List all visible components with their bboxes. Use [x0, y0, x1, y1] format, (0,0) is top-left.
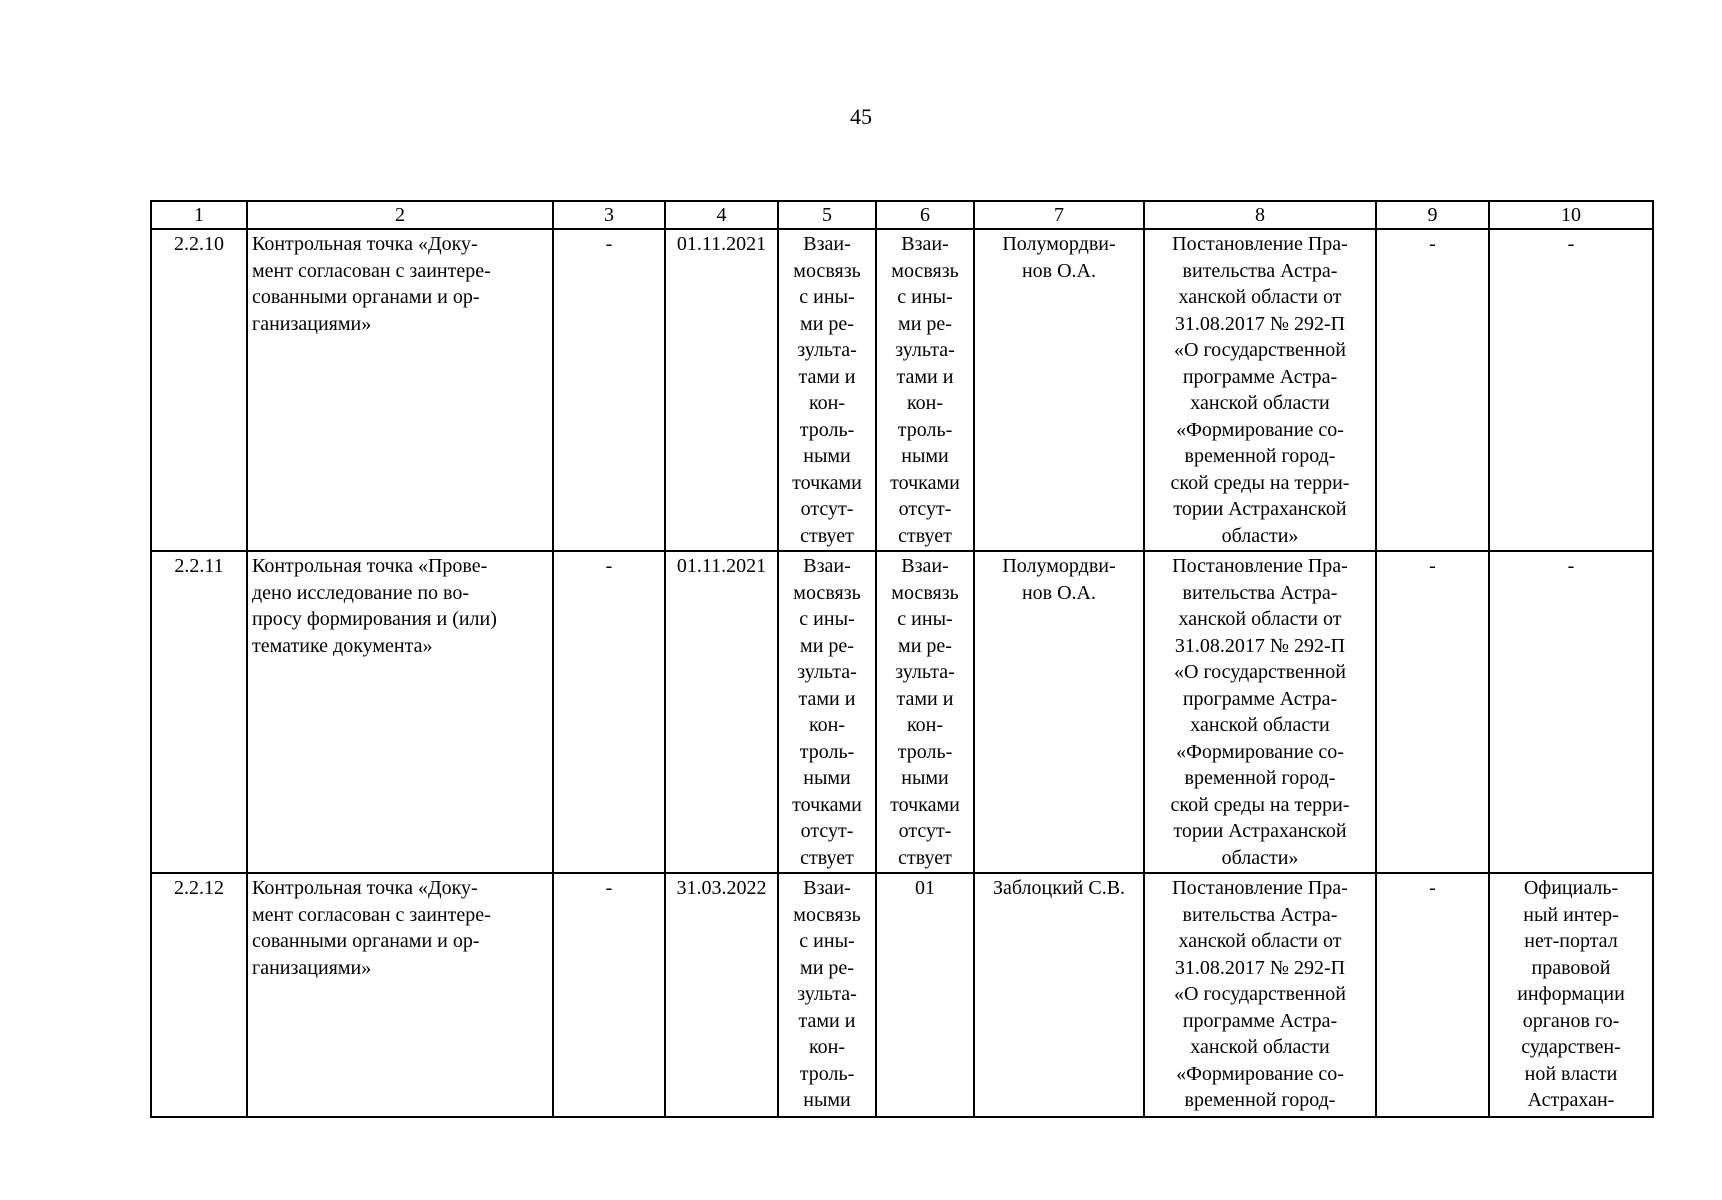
col6-text-line: троль- [897, 418, 953, 441]
col5-text-line: кон- [808, 392, 846, 414]
col6-text-line: ными [901, 767, 949, 789]
col5-text-line: тами и [798, 365, 856, 388]
column-header: 3 [553, 201, 665, 229]
control-points-table [150, 200, 1654, 1118]
column-header: 8 [1144, 201, 1376, 229]
col6-text-line: отсут- [898, 820, 952, 842]
responsible-person [974, 551, 1144, 873]
legal-document-line: ханской области [1190, 392, 1330, 414]
item-name-line: ганизациями» [252, 956, 372, 979]
col6-text-line: мосвязь [891, 259, 959, 282]
legal-document-line: Постановление Пра- [1172, 877, 1348, 899]
legal-document-line: вительства Астра- [1182, 259, 1338, 282]
col5-text-line: троль- [799, 1062, 855, 1085]
col5-text [778, 873, 876, 1117]
legal-document-line: временной город- [1184, 1089, 1336, 1111]
table-row [151, 229, 1653, 551]
publication-source-line: - [1567, 555, 1575, 577]
col3-value: - [553, 873, 665, 1117]
column-header: 4 [665, 201, 778, 229]
col5-text-line: кон- [808, 714, 846, 736]
item-name [247, 551, 553, 873]
col5-text-line: троль- [799, 418, 855, 441]
legal-document-line: «Формирование со- [1176, 1062, 1344, 1085]
publication-source-line: сударствен- [1521, 1036, 1621, 1058]
col5-text-line: ными [803, 767, 851, 789]
responsible-person [974, 229, 1144, 551]
legal-document-line: временной город- [1184, 445, 1336, 467]
responsible-person-line: Полумордви- [1002, 233, 1116, 255]
legal-document-line: 31.08.2017 № 292-П [1174, 956, 1346, 979]
legal-document-line: тории Астраханской [1173, 498, 1347, 520]
col5-text-line: троль- [799, 740, 855, 763]
legal-document-line: программе Астра- [1182, 365, 1338, 388]
legal-document-line: ханской области от [1178, 608, 1342, 630]
col6-text-line: кон- [906, 714, 944, 736]
legal-document-line: «Формирование со- [1176, 418, 1344, 441]
column-header: 7 [974, 201, 1144, 229]
col5-text-line: с ины- [799, 930, 855, 952]
col6-text-line: Взаи- [901, 233, 949, 255]
col9-value: - [1376, 873, 1489, 1117]
legal-document-line: Постановление Пра- [1172, 233, 1348, 255]
responsible-person-line: нов О.А. [1021, 581, 1097, 604]
item-name-line: Контрольная точка «Доку- [252, 233, 478, 255]
col6-text-line: с ины- [897, 286, 953, 308]
col6-text-line: тами и [896, 687, 954, 710]
col5-text-line: Взаи- [803, 877, 851, 899]
col6-text-line: зульта- [895, 661, 955, 683]
legal-document-line: ханской области от [1178, 930, 1342, 952]
col6-text-line: тами и [896, 365, 954, 388]
col5-text-line: Взаи- [803, 555, 851, 577]
col5-text-line: ствует [800, 846, 854, 869]
col6-text-line: ствует [898, 524, 952, 547]
legal-document-line: ханской области [1190, 714, 1330, 736]
legal-document-line: «О государственной [1174, 339, 1346, 361]
col5-text-line: мосвязь [793, 581, 861, 604]
col5-text-line: тами и [798, 1009, 856, 1032]
col6-text-line: точками [890, 471, 960, 494]
item-number: 2.2.12 [151, 873, 247, 1117]
col5-text-line: мосвязь [793, 903, 861, 926]
item-name-line: мент согласован с заинтере- [252, 259, 491, 282]
col9-value: - [1376, 229, 1489, 551]
legal-document-line: Постановление Пра- [1172, 555, 1348, 577]
col6-text-line: кон- [906, 392, 944, 414]
legal-document-line: «Формирование со- [1176, 740, 1344, 763]
col6-text [876, 229, 974, 551]
column-header: 10 [1489, 201, 1653, 229]
publication-source-line: Астрахан- [1527, 1089, 1615, 1111]
legal-document-line: 31.08.2017 № 292-П [1174, 634, 1346, 657]
item-name-line: дено исследование по во- [252, 581, 469, 604]
legal-document-line: ханской области [1190, 1036, 1330, 1058]
publication-source [1489, 551, 1653, 873]
col5-text-line: мосвязь [793, 259, 861, 282]
responsible-person-line: Полумордви- [1002, 555, 1116, 577]
item-name-line: тематике документа» [252, 634, 433, 657]
legal-document-line: вительства Астра- [1182, 903, 1338, 926]
column-number-row [151, 201, 1653, 229]
col6-text-line: отсут- [898, 498, 952, 520]
col6-text-line: ными [901, 445, 949, 467]
publication-source-line: ный интер- [1523, 903, 1619, 926]
col5-text-line: отсут- [800, 498, 854, 520]
responsible-person-line: нов О.А. [1021, 259, 1097, 282]
col5-text-line: зульта- [797, 983, 857, 1005]
legal-document-line: области» [1221, 846, 1299, 869]
col5-text-line: ными [803, 445, 851, 467]
legal-document-line: 31.08.2017 № 292-П [1174, 312, 1346, 335]
column-header: 5 [778, 201, 876, 229]
item-name-line: сованными органами и ор- [252, 930, 480, 952]
col6-text-line: ми ре- [898, 312, 952, 335]
col6-text-line: с ины- [897, 608, 953, 630]
legal-document-line: вительства Астра- [1182, 581, 1338, 604]
item-name [247, 229, 553, 551]
item-name-line: Контрольная точка «Доку- [252, 877, 478, 899]
legal-document-line: области» [1221, 524, 1299, 547]
legal-document-line: ханской области от [1178, 286, 1342, 308]
legal-document-line: временной город- [1184, 767, 1336, 789]
column-header: 9 [1376, 201, 1489, 229]
publication-source-line: правовой [1531, 956, 1611, 979]
publication-source-line: органов го- [1522, 1009, 1620, 1032]
legal-document-line: программе Астра- [1182, 687, 1338, 710]
publication-source-line: - [1567, 233, 1575, 255]
col5-text-line: отсут- [800, 820, 854, 842]
col5-text-line: ствует [800, 524, 854, 547]
legal-document-line: «О государственной [1174, 661, 1346, 683]
col6-text-line: ми ре- [898, 634, 952, 657]
col5-text-line: точками [792, 793, 862, 816]
responsible-person-line: Заблоцкий С.В. [992, 877, 1126, 899]
legal-document-line: программе Астра- [1182, 1009, 1338, 1032]
col6-text-line: зульта- [895, 339, 955, 361]
column-header: 6 [876, 201, 974, 229]
legal-document-line: тории Астраханской [1173, 820, 1347, 842]
item-number: 2.2.10 [151, 229, 247, 551]
item-number: 2.2.11 [151, 551, 247, 873]
col6-text-line: троль- [897, 740, 953, 763]
item-name-line: Контрольная точка «Прове- [252, 555, 488, 577]
item-name-line: мент согласован с заинтере- [252, 903, 491, 926]
item-name-line: просу формирования и (или) [252, 608, 497, 630]
legal-document [1144, 229, 1376, 551]
col5-text-line: с ины- [799, 608, 855, 630]
table-row [151, 873, 1653, 1117]
col5-text-line: кон- [808, 1036, 846, 1058]
col6-text [876, 873, 974, 1117]
responsible-person [974, 873, 1144, 1117]
col5-text-line: ми ре- [800, 312, 854, 335]
col5-text-line: ми ре- [800, 634, 854, 657]
date: 01.11.2021 [665, 229, 778, 551]
publication-source [1489, 873, 1653, 1117]
col5-text-line: с ины- [799, 286, 855, 308]
publication-source-line: ной власти [1524, 1062, 1618, 1085]
col5-text-line: ми ре- [800, 956, 854, 979]
col5-text [778, 229, 876, 551]
publication-source-line: Официаль- [1523, 877, 1619, 899]
col6-text-line: Взаи- [901, 555, 949, 577]
item-name-line: ганизациями» [252, 312, 372, 335]
col5-text-line: зульта- [797, 661, 857, 683]
col3-value: - [553, 551, 665, 873]
legal-document [1144, 873, 1376, 1117]
col5-text-line: ными [803, 1089, 851, 1111]
col6-text-line: точками [890, 793, 960, 816]
item-name [247, 873, 553, 1117]
column-header: 2 [247, 201, 553, 229]
col3-value: - [553, 229, 665, 551]
col5-text-line: зульта- [797, 339, 857, 361]
publication-source [1489, 229, 1653, 551]
col6-text [876, 551, 974, 873]
date: 01.11.2021 [665, 551, 778, 873]
col6-text-line: 01 [915, 877, 935, 899]
col6-text-line: мосвязь [891, 581, 959, 604]
col5-text-line: Взаи- [803, 233, 851, 255]
table-row [151, 551, 1653, 873]
col6-text-line: ствует [898, 846, 952, 869]
legal-document-line: ской среды на терри- [1170, 471, 1350, 494]
page-number: 45 [850, 104, 872, 129]
col5-text-line: точками [792, 471, 862, 494]
col5-text-line: тами и [798, 687, 856, 710]
legal-document [1144, 551, 1376, 873]
col9-value: - [1376, 551, 1489, 873]
item-name-line: сованными органами и ор- [252, 286, 480, 308]
publication-source-line: информации [1517, 983, 1625, 1005]
column-header: 1 [151, 201, 247, 229]
publication-source-line: нет-портал [1524, 930, 1618, 952]
date: 31.03.2022 [665, 873, 778, 1117]
col5-text [778, 551, 876, 873]
legal-document-line: ской среды на терри- [1170, 793, 1350, 816]
legal-document-line: «О государственной [1174, 983, 1346, 1005]
